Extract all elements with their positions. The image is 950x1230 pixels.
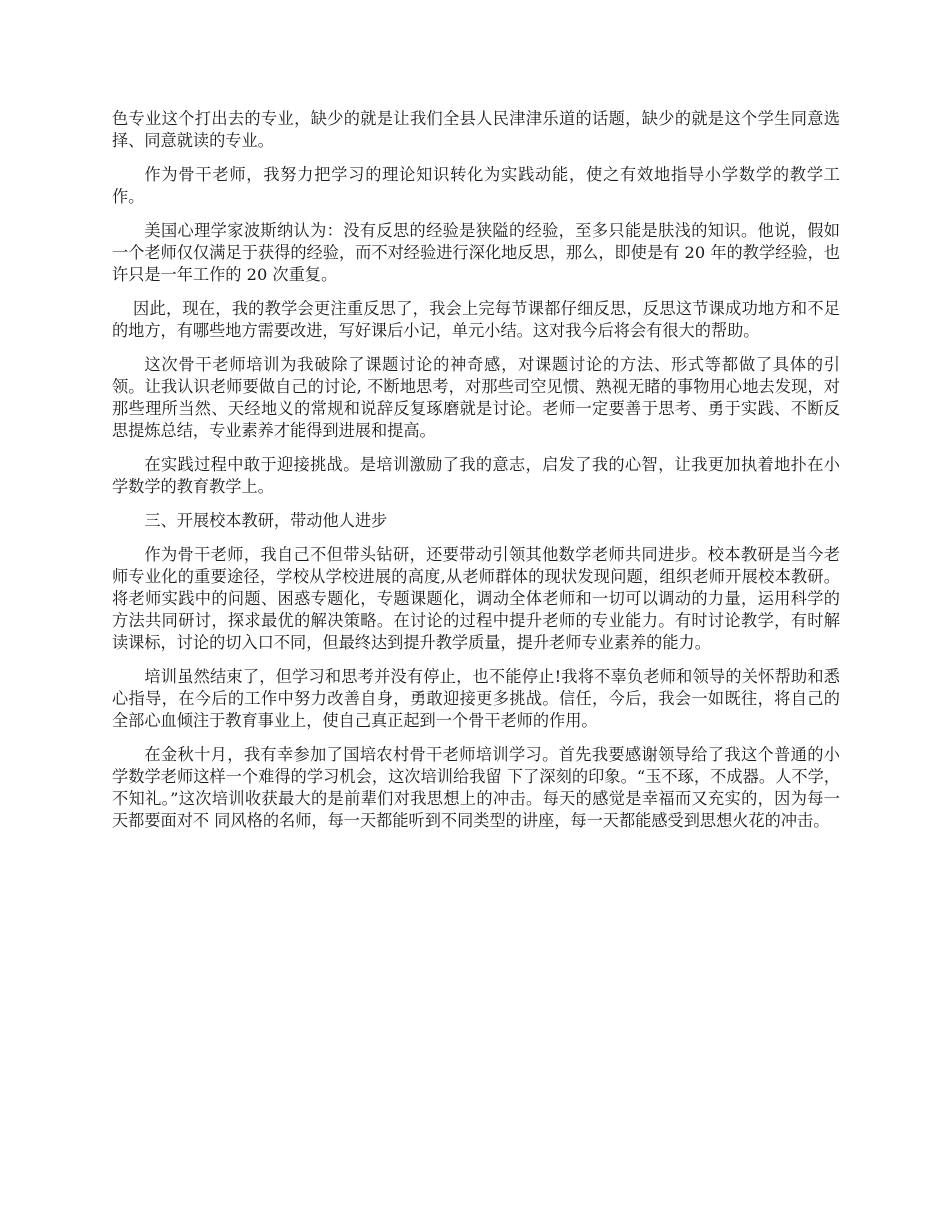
section-heading: 三、开展校本教研，带动他人进步 (144, 511, 388, 530)
paragraph-research-training: 这次骨干老师培训为我破除了课题讨论的神奇感，对课题讨论的方法、形式等都做了具体的引领。让我认识老师要做自己的讨论, 不断地思考，对那些司空见惯、熟视无睹的事物用心地去发现，对那些理所当然、天经地义的常规和说辞反复琢磨就是讨论。老师一定要善于思考、勇于实践、不断反思提炼总结，专业素养才能得到进展和提高。 (112, 355, 840, 440)
document-page (112, 108, 840, 844)
paragraph-reflection-quote: 美国心理学家波斯纳认为：没有反思的经验是狭隘的经验，至多只能是肤浅的知识。他说，假如一个老师仅仅满足于获得的经验，而不对经验进行深化地反思，那么，即使是有 20 年的教学经验，也许只是一年工作的 20 次重复。 (112, 221, 840, 284)
paragraph-conclusion: 培训虽然结束了，但学习和思考并没有停止，也不能停止!我将不辜负老师和领导的关怀帮助和悉心指导，在今后的工作中努力改善自身，勇敢迎接更多挑战。信任，今后，我会一如既往，将自己的全部心血倾注于教育事业上，使自己真正起到一个骨干老师的作用。 (112, 667, 840, 730)
paragraph-continuation: 色专业这个打出去的专业，缺少的就是让我们全县人民津津乐道的话题，缺少的就是这个学生同意选择、同意就读的专业。 (112, 109, 840, 150)
paragraph-challenge: 在实践过程中敢于迎接挑战。是培训激励了我的意志，启发了我的心智，让我更加执着地扑在小学数学的教育教学上。 (112, 455, 840, 496)
paragraph-school-research: 作为骨干老师，我自己不但带头钻研，还要带动引领其他数学老师共同进步。校本教研是当今老师专业化的重要途径，学校从学校进展的高度,从老师群体的现状发现问题，组织老师开展校本教研。将老师实践中的问题、困惑专题化，专题课题化，调动全体老师和一切可以调动的力量，运用科学的方法共同研讨，探求最优的解决策略。在讨论的过程中提升老师的专业能力。有时讨论教学，有时解读课标，讨论的切入口不同，但最终达到提升教学质量，提升老师专业素养的能力。 (112, 545, 840, 652)
paragraph-reflection-plan: 因此，现在，我的教学会更注重反思了，我会上完每节课都仔细反思，反思这节课成功地方和不足的地方，有哪些地方需要改进，写好课后小记，单元小结。这对我今后将会有很大的帮助。 (112, 299, 840, 340)
paragraph-practice: 作为骨干老师，我努力把学习的理论知识转化为实践动能，使之有效地指导小学数学的教学工作。 (112, 165, 840, 206)
paragraph-autumn-training: 在金秋十月，我有幸参加了国培农村骨干老师培训学习。首先我要感谢领导给了我这个普通的小学数学老师这样一个难得的学习机会，这次培训给我留 下了深刻的印象。“玉不琢，不成器。人不学，不知礼。”这次培训收获最大的是前辈们对我思想上的冲击。每天的感觉是幸福而又充实的，因为每一天都要面对不 同风格的名师，每一天都能听到不同类型的讲座，每一天都能感受到思想火花的冲击。 (112, 745, 840, 830)
